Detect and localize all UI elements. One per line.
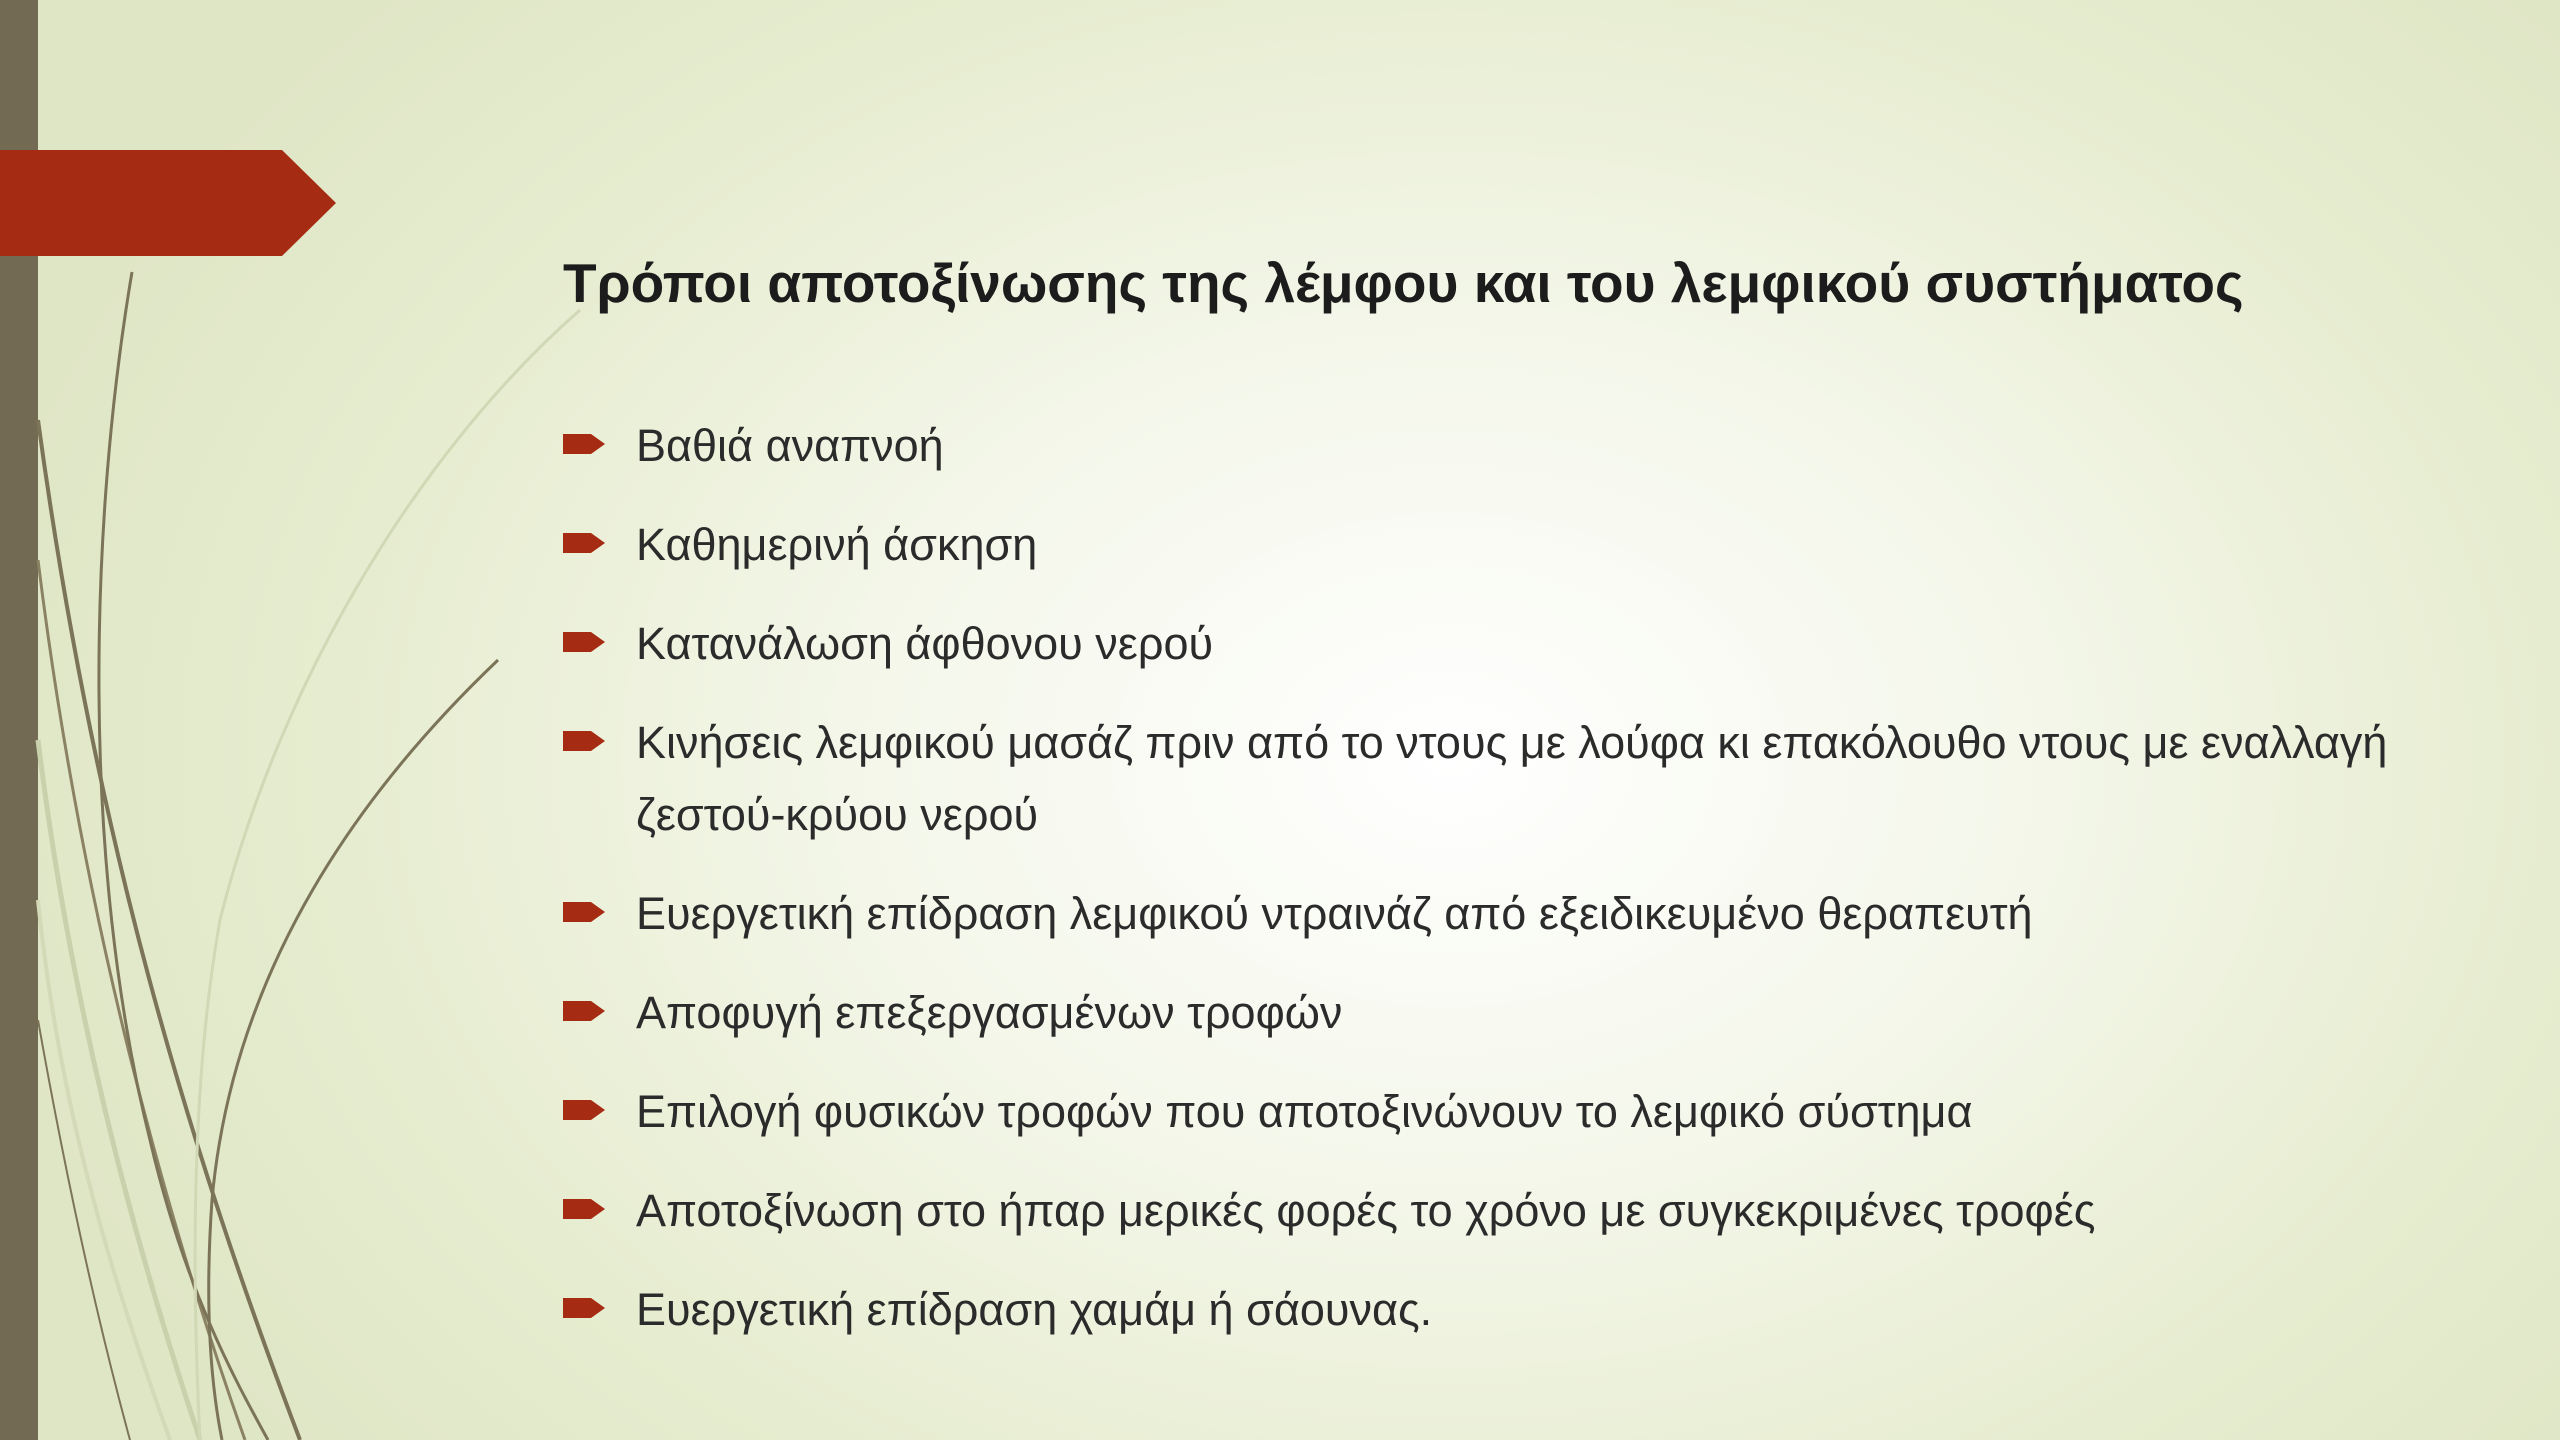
arrow-bullet-icon [563,431,605,457]
bullet-list [563,410,2463,1373]
bullet-text: Ευεργετική επίδραση λεμφικού ντραινάζ από εξειδικευμένο θεραπευτή [636,888,2033,939]
list-item [563,707,2463,851]
arrow-bullet-icon [563,1097,605,1123]
arrow-bullet-icon [563,1295,605,1321]
arrow-bullet-icon [563,998,605,1024]
arrow-bullet-icon [563,899,605,925]
list-item [563,1274,2463,1346]
list-item [563,608,2463,680]
arrow-bullet-icon [563,629,605,655]
bullet-text: Κινήσεις λεμφικού μασάζ πριν από το ντους με λούφα κι επακόλουθο ντους με εναλλαγή ζεστού-κρύου νερού [636,717,2388,840]
bullet-text: Βαθιά αναπνοή [636,420,944,471]
arrow-bullet-icon [563,530,605,556]
red-arrow-banner [0,150,336,256]
list-item [563,509,2463,581]
bullet-text: Ευεργετική επίδραση χαμάμ ή σάουνας. [636,1284,1433,1335]
list-item [563,1175,2463,1247]
list-item [563,878,2463,950]
bullet-text: Επιλογή φυσικών τροφών που αποτοξινώνουν το λεμφικό σύστημα [636,1086,1973,1137]
list-item [563,410,2463,482]
list-item [563,1076,2463,1148]
bullet-text: Κατανάλωση άφθονου νερού [636,618,1214,669]
arrow-bullet-icon [563,728,605,754]
bullet-text: Αποτοξίνωση στο ήπαρ μερικές φορές το χρόνο με συγκεκριμένες τροφές [636,1185,2096,1236]
list-item [563,977,2463,1049]
bullet-text: Αποφυγή επεξεργασμένων τροφών [636,987,1343,1038]
arrow-bullet-icon [563,1196,605,1222]
bullet-text: Καθημερινή άσκηση [636,519,1038,570]
slide-title: Τρόποι αποτοξίνωσης της λέμφου και του λεμφικού συστήματος [563,252,2244,314]
